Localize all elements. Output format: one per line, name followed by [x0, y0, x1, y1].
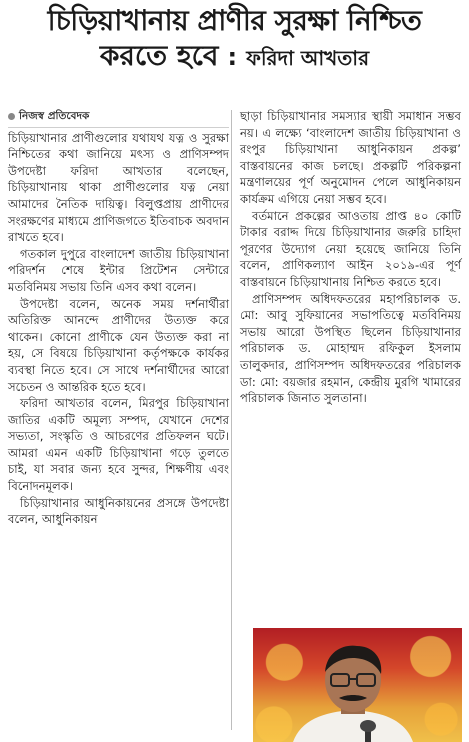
headline-line-2: [0, 39, 469, 73]
byline-text: নিজস্ব প্রতিবেদক: [19, 110, 90, 122]
paragraph: চিড়িয়াখানার আধুনিকায়নের প্রসঙ্গে উপদেষ্টা বলেন, আধুনিকায়ন: [8, 495, 229, 527]
column-divider: [231, 110, 232, 730]
article-column-right: [240, 108, 461, 407]
headline-separator: :: [227, 43, 238, 72]
headline-author: ফরিদা আখতার: [246, 46, 370, 71]
speaker-portrait-icon: [253, 628, 462, 742]
paragraph: উপদেষ্টা বলেন, অনেক সময় দর্শনার্থীরা অতিরিক্ত আনন্দে প্রাণীদের উত্যক্ত করে থাকেন। কোনো প্রাণীকে যেন উত্যক্ত করা না হয়, সে বিষয়ে চিড়িয়াখানা কর্তৃপক্ষকে কার্যকর ব্যবস্থা নিতে হবে। সে সাথে দর্শনার্থীদের আরো সচেতন ও আন্তরিক হতে হবে।: [8, 296, 229, 394]
article-column-left: [8, 108, 229, 528]
headline-main-text: করতে হবে: [99, 39, 219, 73]
paragraph: ছাড়া চিড়িয়াখানার সমস্যার স্থায়ী সমাধান সম্ভব নয়। এ লক্ষ্যে ‘বাংলাদেশ জাতীয় চিড়িয়াখানা ও রংপুর চিড়িয়াখানা আধুনিকায়ন প্রকল্প’ বাস্তবায়নের কাজ চলছে। প্রকল্পটি পরিকল্পনা মন্ত্রণালয়ের পূর্ণ অনুমোদন পেলে আধুনিকায়ন কার্যক্রম এগিয়ে নেয়া সম্ভব হবে।: [240, 109, 461, 206]
byline: [8, 108, 229, 128]
speaker-photo: [253, 628, 462, 742]
paragraph: বর্তমানে প্রকল্পের আওতায় প্রাপ্ত ৪০ কোটি টাকার বরাদ্দ দিয়ে চিড়িয়াখানার জরুরি চাহিদা পূরণের উদ্যোগ নেয়া হয়েছে জানিয়ে তিনি বলেন, প্রাণিকল্যাণ আইন ২০১৯-এর পূর্ণ বাস্তবায়নে চিড়িয়াখানায় নিশ্চিত করতে হবে।: [240, 208, 461, 289]
paragraph: ফরিদা আখতার বলেন, মিরপুর চিড়িয়াখানা জাতির একটি অমূল্য সম্পদ, যেখানে দেশের সভ্যতা, সংস্কৃতি ও আচরণের প্রতিফলন ঘটে। আমরা এমন একটি চিড়িয়াখানা গড়ে তুলতে চাই, যা সবার জন্য হবে সুন্দর, শিক্ষণীয় এবং বিনোদনমূলক।: [8, 396, 229, 494]
paragraph: চিড়িয়াখানার প্রাণীগুলোর যথাযথ যত্ন ও সুরক্ষা নিশ্চিতের কথা জানিয়ে মৎস্য ও প্রাণিসম্পদ উপদেষ্টা ফরিদা আখতার বলেছেন, চিড়িয়াখানায় থাকা প্রাণীগুলোর যত্ন নেয়া আমাদের নৈতিক দায়িত্ব। বিলুপ্তপ্রায় প্রাণীদের সংরক্ষণের মাধ্যমে প্রাণিজগতে ইতিবাচক অবদান রাখতে হবে।: [8, 130, 229, 245]
headline-line-1: চিড়িয়াখানায় প্রাণীর সুরক্ষা নিশ্চিত: [47, 4, 422, 37]
paragraph: প্রাণিসম্পদ অধিদফতরের মহাপরিচালক ড. মো: আবু সুফিয়ানের সভাপতিত্বে মতবিনিময় সভায় আরো উপস্থিত ছিলেন চিড়িয়াখানার পরিচালক ড. মোহাম্মদ রফিকুল ইসলাম তালুকদার, প্রাণিসম্পদ অধিদফতরের পরিচালক ডা: মো: বয়জার রহমান, কেন্দ্রীয় মুরগি খামারের পরিচালক জিনাত সুলতানা।: [240, 291, 461, 406]
byline-bullet-icon: [8, 113, 15, 120]
paragraph: গতকাল দুপুরে বাংলাদেশ জাতীয় চিড়িয়াখানা পরিদর্শন শেষে ইন্টার প্রিটেশন সেন্টারে মতবিনিময় সভায় তিনি এসব কথা বলেন।: [8, 246, 229, 294]
headline: [0, 6, 469, 71]
